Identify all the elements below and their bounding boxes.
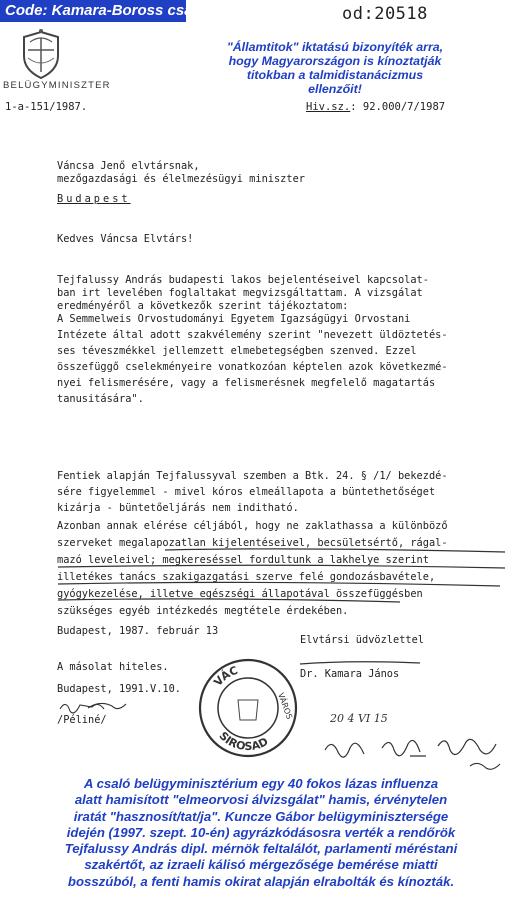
- ministry-name: BELÜGYMINISZTER: [3, 80, 111, 91]
- paragraph-measures: [57, 520, 517, 618]
- code-banner: Code: Kamara-Boross csalása: [0, 0, 186, 22]
- official-stamp: [192, 652, 304, 764]
- bottom-annotation-line: idején (1997. szept. 10-én) agyrázkódásosra verték a rendőrök: [66, 824, 456, 840]
- copy-certification: A másolat hiteles.: [57, 661, 169, 673]
- text-line: gyógykezelése, illetve egészségi állapotával összefüggésben: [57, 588, 423, 600]
- text-line: kizárja - büntetőeljárás nem inditható.: [57, 502, 299, 514]
- text-line: mazó leveleivel; megkereséssel fordultunk a lakhelye szerint: [57, 554, 429, 566]
- coat-of-arms-icon: [14, 28, 68, 82]
- document-number: od:20518: [342, 4, 428, 24]
- text-line: szerveket megalapozatlan kijelentéseivel, becsületsértő, rágal-: [57, 537, 448, 549]
- copy-date: Budapest, 1991.V.10.: [57, 683, 181, 695]
- stamp-bottom-text: SIROSAD: [216, 729, 271, 754]
- text-line: Tejfalussy András budapesti lakos bejelentéseivel kapcsolat-: [57, 274, 429, 286]
- stamp-side-text: VÁROS: [276, 691, 294, 721]
- recipient-name: Váncsa Jenő elvtársnak,: [57, 160, 200, 172]
- svg-text:VÁROS: [276, 691, 296, 720]
- paragraph-criminal-code: [57, 470, 517, 515]
- text-line: Intézete által adott szakvélemény szerint "nevezett üldöztetés-: [57, 329, 448, 341]
- paragraph-findings: [57, 274, 517, 406]
- text-line: ban irt levelében foglaltakat megvizsgáltattam. A vizsgálat: [57, 287, 423, 299]
- bottom-annotation-line: A csaló belügyminisztérium egy 40 fokos lázas influenza: [83, 776, 439, 791]
- text-line: illetékes tanács szakigazgatási szerve felé gondozásbavétele,: [57, 571, 436, 583]
- closing-greeting: Elvtársi üdvözlettel: [300, 634, 424, 646]
- reference-number: 1-a-151/1987.: [5, 101, 88, 113]
- top-annotation-line: titokban a talmidistanácizmus: [246, 68, 424, 82]
- text-line: Azonban annak elérése céljából, hogy ne zaklathassa a különböző: [57, 520, 448, 532]
- top-annotation: [160, 40, 510, 96]
- top-annotation-line: hogy Magyarországon is kínoztatják: [228, 54, 442, 68]
- handwritten-signatures: [320, 730, 516, 776]
- svg-text:VÁC: [211, 664, 239, 689]
- text-line: tanusitására".: [57, 393, 144, 405]
- stamp-top-text: VÁC: [211, 663, 240, 689]
- recipient-title: mezőgazdasági és élelmezésügyi miniszter: [57, 173, 305, 185]
- salutation: Kedves Váncsa Elvtárs!: [57, 233, 194, 245]
- filing-number-label: Hiv.sz.: [306, 101, 351, 113]
- filing-number-value: : 92.000/7/1987: [350, 101, 446, 113]
- handwritten-date: 20 4 VI 15: [330, 712, 388, 725]
- text-line: eredményéről a következők szerint tájékoztatom:: [57, 300, 349, 312]
- signer-name: Dr. Kamara János: [300, 668, 400, 680]
- bottom-annotation-line: bosszúból, a fenti hamis okirat alapján elrabolták és kínozták.: [67, 873, 455, 889]
- bottom-annotation-line: szakértőt, az izraeli kálisó mérgezősége bemérése miatti: [84, 857, 438, 873]
- text-line: Fentiek alapján Tejfalussyval szemben a Btk. 24. § /1/ bekezdé-: [57, 470, 448, 482]
- filing-number: [306, 101, 445, 113]
- bottom-annotation: [6, 776, 516, 890]
- top-annotation-line: "Államtitok" iktatású bizonyíték arra,: [226, 40, 444, 54]
- letter-date: Budapest, 1987. február 13: [57, 625, 219, 637]
- bottom-annotation-line: alatt hamisított "elmeorvosi álvizsgálat" hamis, érvénytelen: [74, 792, 448, 808]
- text-line: szükséges egyéb intézkedés megtétele érdekében.: [57, 605, 349, 617]
- text-line: ses téveszmékkel jellemzett elmebetegségben szenved. Ezzel: [57, 345, 417, 357]
- copy-clerk-name: /Péliné/: [57, 714, 107, 726]
- bottom-annotation-line: iratát "hasznosít/tat/ja". Kuncze Gábor belügyminisztersége: [73, 808, 449, 824]
- clerk-signature: [58, 697, 118, 717]
- text-line: összefüggő cselekményeire vonatkozóan képtelen azok következmé-: [57, 361, 448, 373]
- bottom-annotation-line: Tejfalussy András dipl. mérnök feltalálót, parlamenti méréstani: [64, 841, 458, 857]
- recipient-city: Budapest: [57, 193, 131, 205]
- text-line: nyei felismerésére, vagy a felismerésnek megfelelő magatartás: [57, 377, 436, 389]
- text-line: sére figyelemmel - mivel kóros elmeállapota a büntethetőséget: [57, 486, 436, 498]
- text-line: A Semmelweis Orvostudományi Egyetem Igazságügyi Orvostani: [57, 313, 411, 325]
- top-annotation-line: ellenzőit!: [308, 82, 362, 96]
